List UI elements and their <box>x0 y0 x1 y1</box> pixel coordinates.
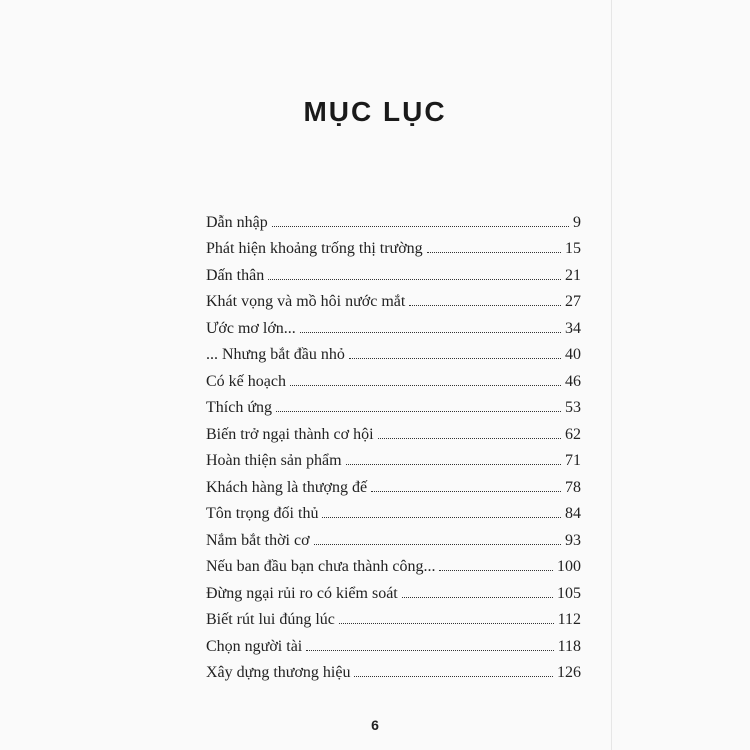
toc-entry-label: Phát hiện khoảng trống thị trường <box>206 240 423 257</box>
toc-entry-page: 126 <box>557 664 581 681</box>
toc-entry-page: 118 <box>557 637 581 655</box>
toc-dot-leader <box>409 305 561 306</box>
toc-entry-label: Dẫn nhập <box>206 213 268 231</box>
toc-entry-label: ... Nhưng bắt đầu nhỏ <box>206 346 345 363</box>
toc-entry-label: Xây dựng thương hiệu <box>206 664 351 681</box>
toc-entry-page: 53 <box>565 399 581 416</box>
toc-dot-leader <box>402 597 553 598</box>
toc-entry-label: Chọn người tài <box>206 637 303 655</box>
toc-entry <box>206 338 581 365</box>
toc-dot-leader <box>439 570 553 571</box>
toc-entry <box>206 629 581 656</box>
toc-entry <box>206 285 581 312</box>
toc-dot-leader <box>339 623 554 624</box>
toc-dot-leader <box>300 332 561 333</box>
toc-dot-leader <box>268 279 561 280</box>
toc-entry-page: 15 <box>565 240 581 257</box>
toc-entry-page: 27 <box>565 293 581 310</box>
toc-entry-page: 100 <box>557 558 581 575</box>
toc-entry-page: 105 <box>557 584 581 602</box>
toc-dot-leader <box>346 464 561 465</box>
toc-entry <box>206 470 581 497</box>
toc-entry-label: Khách hàng là thượng đế <box>206 478 368 496</box>
toc-entry <box>206 232 581 259</box>
table-of-contents <box>206 205 581 682</box>
toc-dot-leader <box>306 650 553 651</box>
toc-entry <box>206 364 581 391</box>
toc-entry <box>206 258 581 285</box>
toc-entry-label: Thích ứng <box>206 399 272 416</box>
toc-dot-leader <box>272 226 569 227</box>
toc-entry-page: 40 <box>565 346 581 363</box>
toc-entry <box>206 417 581 444</box>
toc-entry-page: 62 <box>565 425 581 443</box>
toc-entry <box>206 576 581 603</box>
toc-entry-label: Biết rút lui đúng lúc <box>206 611 335 628</box>
toc-entry-label: Ước mơ lớn... <box>206 319 296 337</box>
toc-entry-label: Có kế hoạch <box>206 372 286 390</box>
toc-entry-page: 21 <box>565 266 581 284</box>
toc-entry-label: Đừng ngại rủi ro có kiểm soát <box>206 584 398 602</box>
toc-entry-label: Khát vọng và mồ hôi nước mắt <box>206 293 406 310</box>
toc-entry-label: Biến trở ngại thành cơ hội <box>206 425 374 443</box>
toc-dot-leader <box>378 438 561 439</box>
toc-entry-label: Hoàn thiện sản phẩm <box>206 452 342 469</box>
toc-entry-page: 46 <box>565 372 581 390</box>
toc-entry <box>206 497 581 524</box>
page-number: 6 <box>371 717 379 733</box>
toc-entry-page: 9 <box>573 213 581 231</box>
toc-dot-leader <box>354 676 553 677</box>
toc-entry <box>206 656 581 683</box>
toc-entry-page: 112 <box>557 611 581 628</box>
toc-entry-page: 93 <box>565 531 581 549</box>
toc-dot-leader <box>276 411 561 412</box>
toc-entry-page: 71 <box>565 452 581 469</box>
toc-entry <box>206 391 581 418</box>
toc-dot-leader <box>371 491 561 492</box>
toc-entry <box>206 205 581 232</box>
toc-entry-label: Nếu ban đầu bạn chưa thành công... <box>206 558 436 575</box>
toc-entry-page: 34 <box>565 319 581 337</box>
toc-dot-leader <box>290 385 561 386</box>
toc-entry <box>206 603 581 630</box>
page-title: MỤC LỤC <box>303 96 447 127</box>
toc-entry <box>206 444 581 471</box>
toc-dot-leader <box>322 517 561 518</box>
toc-entry-label: Tôn trọng đối thủ <box>206 505 319 522</box>
toc-entry-label: Dấn thân <box>206 266 265 284</box>
toc-entry <box>206 550 581 577</box>
toc-entry-page: 78 <box>565 478 581 496</box>
toc-dot-leader <box>427 252 561 253</box>
toc-entry <box>206 311 581 338</box>
toc-entry-label: Nắm bắt thời cơ <box>206 531 310 549</box>
toc-entry-page: 84 <box>565 505 581 522</box>
toc-entry <box>206 523 581 550</box>
toc-dot-leader <box>314 544 561 545</box>
toc-dot-leader <box>349 358 561 359</box>
